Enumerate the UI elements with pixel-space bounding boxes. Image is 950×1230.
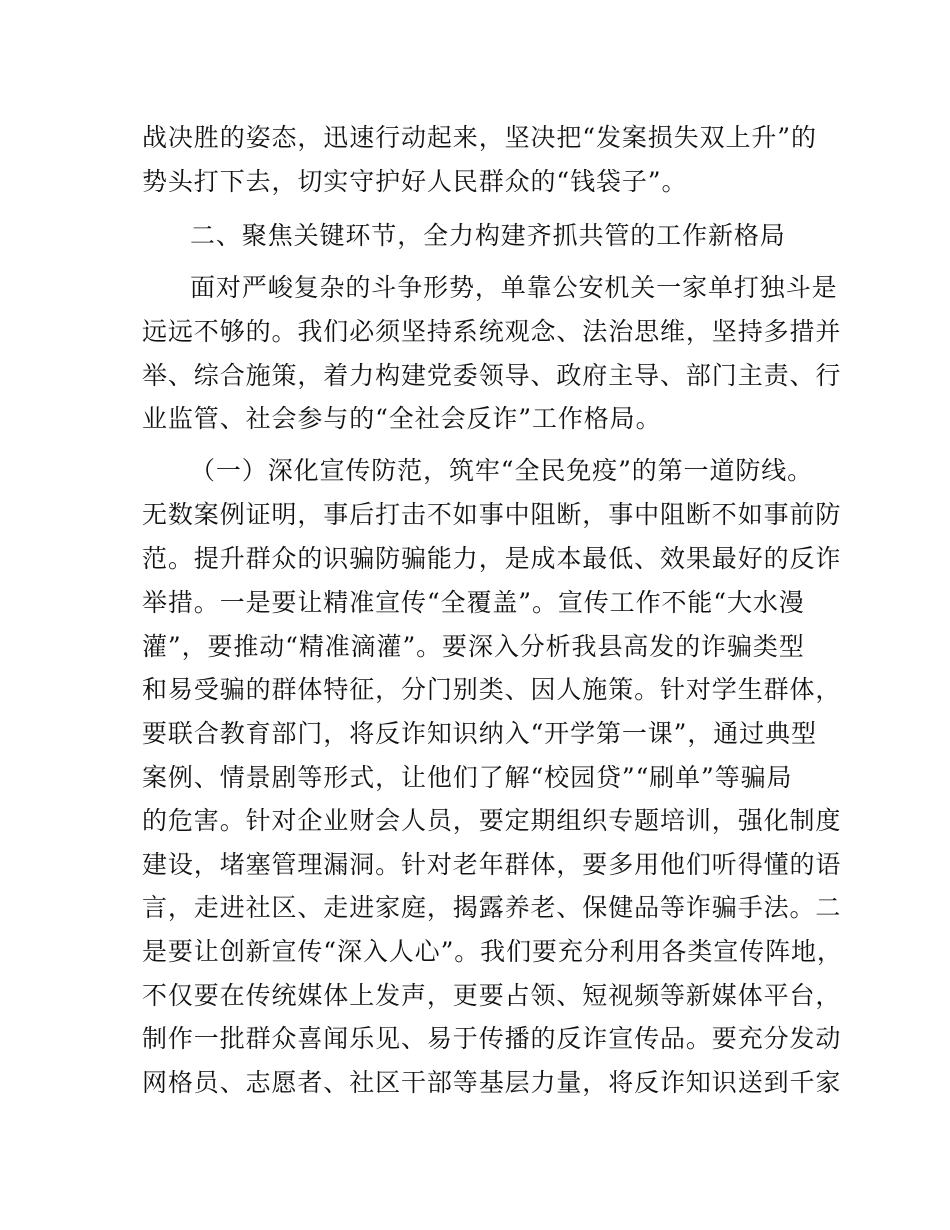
body-text-line: 网格员、志愿者、社区干部等基层力量，将反诈知识送到千家 <box>142 1068 842 1097</box>
body-text-line: 势头打下去，切实守护好人民群众的“钱袋子”。 <box>142 167 688 196</box>
body-text-line: 和易受骗的群体特征，分门别类、因人施策。针对学生群体， <box>142 675 842 704</box>
body-text-line: 无数案例证明，事后打击不如事中阻断，事中阻断不如事前防 <box>142 500 842 529</box>
body-text-line: 业监管、社会参与的“全社会反诈”工作格局。 <box>142 404 662 433</box>
paragraph-first-line: 面对严峻复杂的斗争形势，单靠公安机关一家单打独斗是 <box>190 273 838 302</box>
body-text-line: 的危害。针对企业财会人员，要定期组织专题培训，强化制度 <box>142 806 842 835</box>
body-text-line: 要联合教育部门，将反诈知识纳入“开学第一课”，通过典型 <box>142 719 817 748</box>
body-text-line: 灌”，要推动“精准滴灌”。要深入分析我县高发的诈骗类型 <box>142 632 805 661</box>
section-heading: 二、聚焦关键环节，全力构建齐抓共管的工作新格局 <box>190 221 786 250</box>
body-text-line: 举措。一是要让精准宣传“全覆盖”。宣传工作不能“大水漫 <box>142 588 805 617</box>
body-text-line: 制作一批群众喜闻乐见、易于传播的反诈宣传品。要充分发动 <box>142 1024 842 1053</box>
body-text-line: 举、综合施策，着力构建党委领导、政府主导、部门主责、行 <box>142 361 842 390</box>
body-text-line: 不仅要在传统媒体上发声，更要占领、短视频等新媒体平台， <box>142 981 842 1010</box>
body-text-line: 战决胜的姿态，迅速行动起来，坚决把“发案损失双上升”的 <box>142 123 817 152</box>
body-text-line: 是要让创新宣传“深入人心”。我们要充分利用各类宣传阵地， <box>142 937 843 966</box>
body-text-line: 言，走进社区、走进家庭，揭露养老、保健品等诈骗手法。二 <box>142 893 842 922</box>
body-text-line: 远远不够的。我们必须坚持系统观念、法治思维，坚持多措并 <box>142 317 842 346</box>
body-text-line: 建设，堵塞管理漏洞。针对老年群体，要多用他们听得懂的语 <box>142 850 842 879</box>
body-text-line: 案例、情景剧等形式，让他们了解“校园贷”“刷单”等骗局 <box>142 763 793 792</box>
body-text-line: 范。提升群众的识骗防骗能力，是成本最低、效果最好的反诈 <box>142 544 842 573</box>
subsection-heading: （一）深化宣传防范，筑牢“全民免疫”的第一道防线。 <box>190 456 814 485</box>
